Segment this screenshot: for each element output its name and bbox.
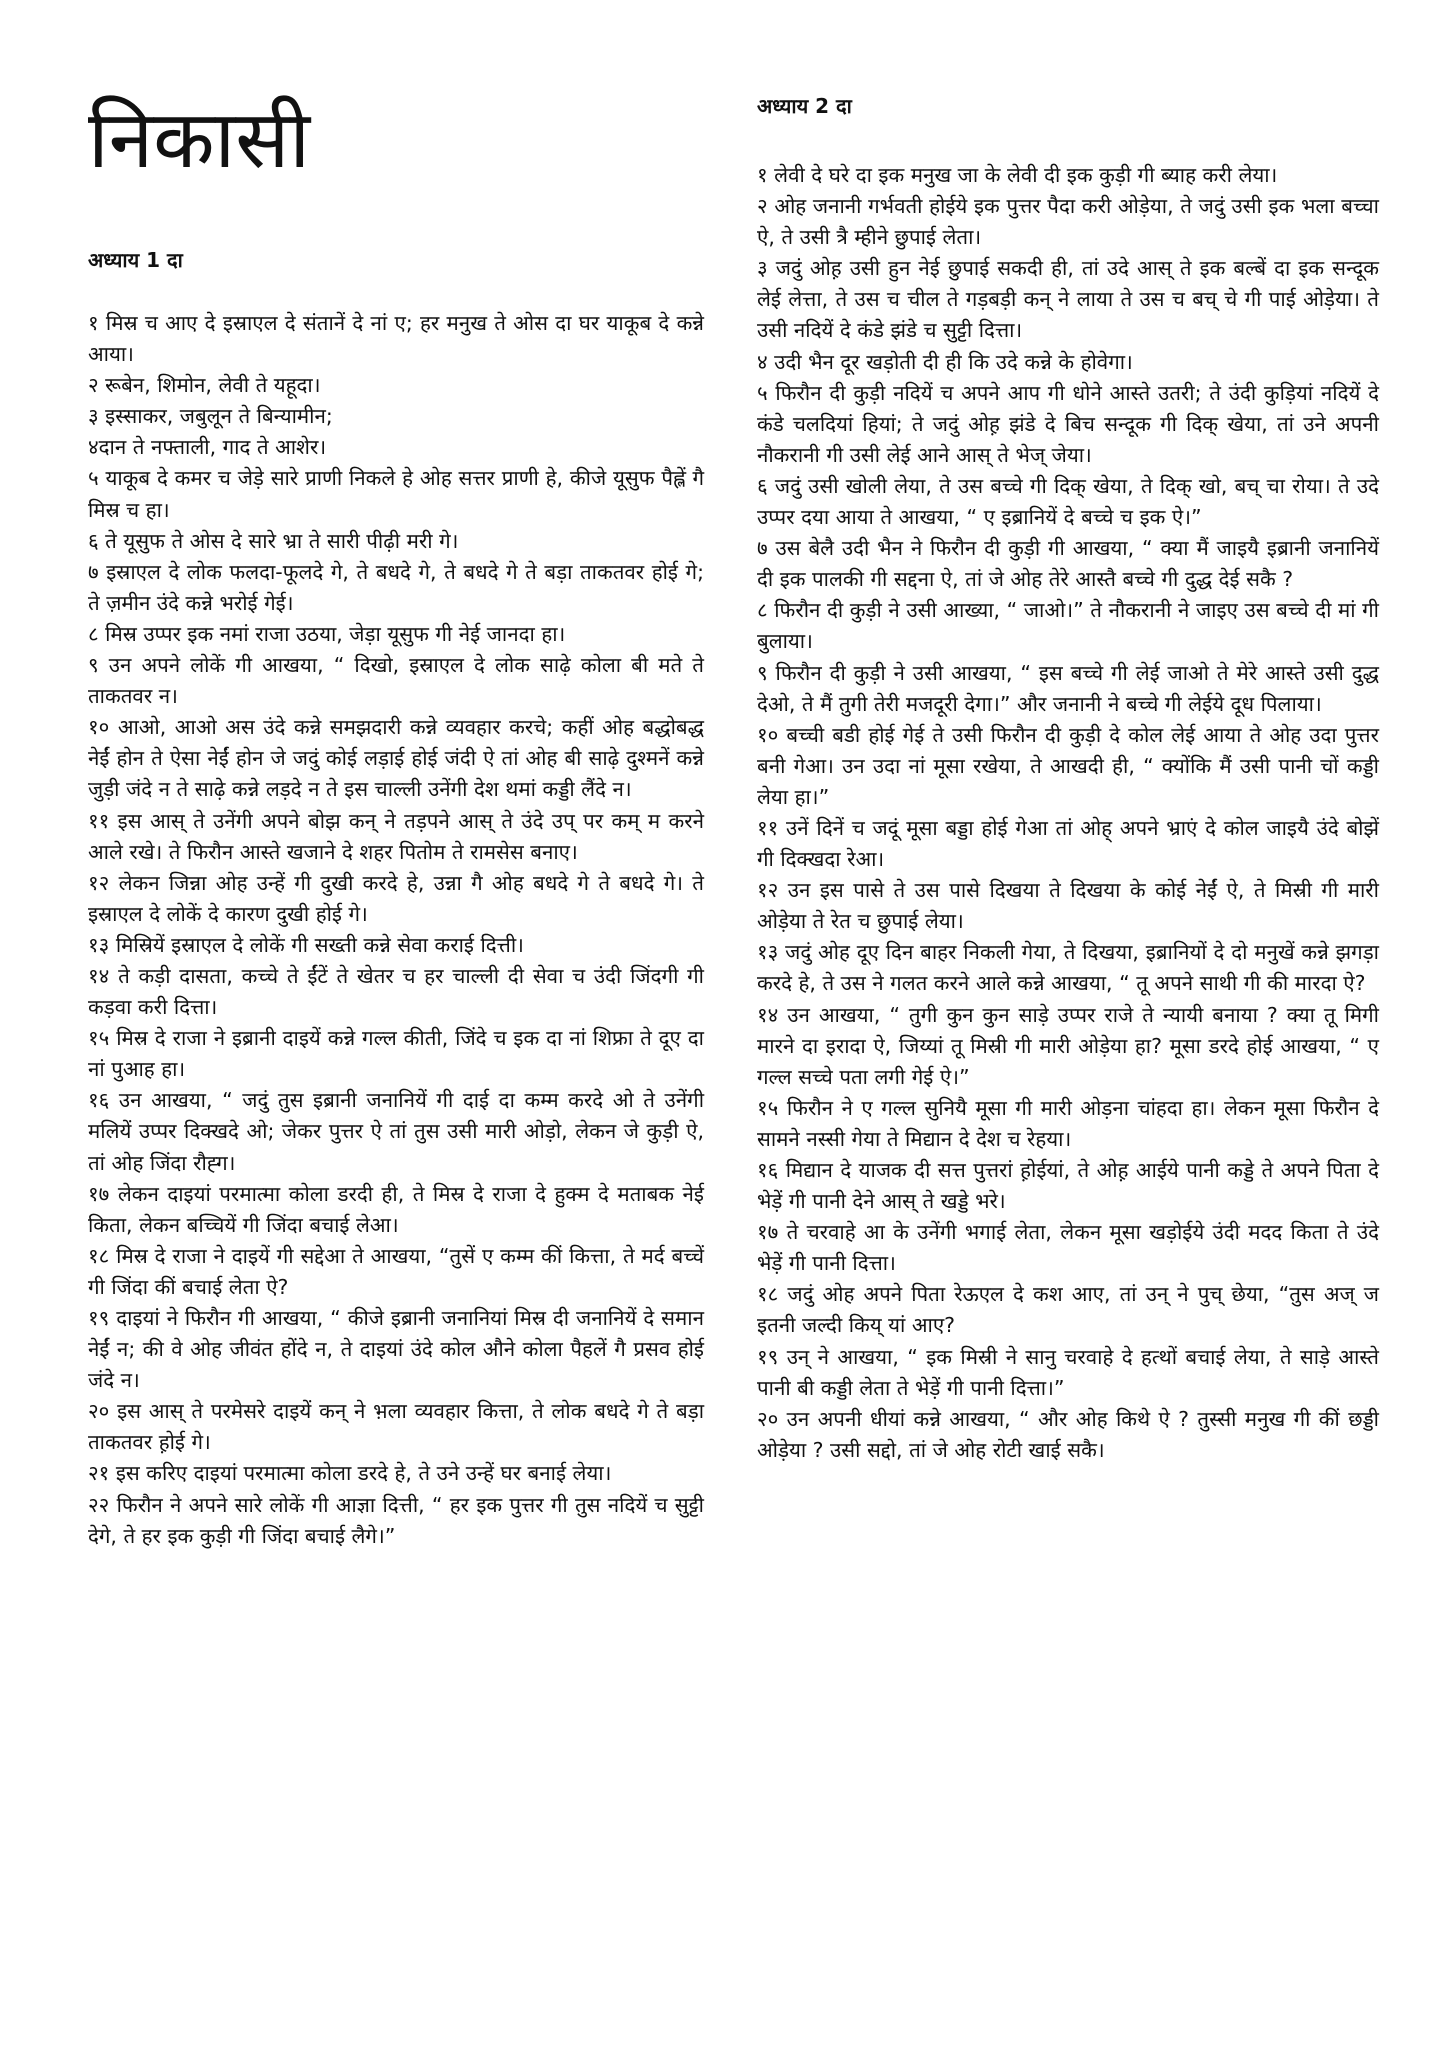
verse: ४दान ते नफ्ताली, गाद ते आशेर। <box>88 435 327 460</box>
verse: ११ उनें दिनें च जदूं मूसा बड्डा होई गेआ तां ओह् अपने भ्राएं दे कोल जाइयै उंदे बोझें गी दिक्खदा रेआ। <box>757 815 1379 872</box>
verse: १७ लेकन दाइयां परमात्मा कोला डरदी ही, ते मिस्र दे राजा दे हुक्म दे मताबक नेई किता, लेकन बच्चियें गी जिंदा बचाई लेआ। <box>88 1181 704 1237</box>
verse: ५ फिरौन दी कुड़ी नदियें च अपने आप गी धोने आस्ते उतरी; ते उंदी कुड़ियां नदियें दे कंडे चलदियां हियां; ते जदुं ओह़ झंडे दे बिच सन्दूक गी दिक् खेया, तां उने अपनी नौकरानी गी उसी लेई आने आस् ते भेज् जेया। <box>757 380 1379 467</box>
verse: ९ फिरौन दी कुड़ी ने उसी आखया, “ इस बच्चे गी लेई जाओ ते मेरे आस्ते उसी दुद्ध देओ, ते मैं तुगी तेरी मजदूरी देगा।” और जनानी ने बच्चे गी लेईये दूध पिलाया। <box>757 660 1379 716</box>
verse: १८ जदुं ओह अपने पिता रेऊएल दे कश आए, तां उन् ने पुच् छेया, “तुस अज् ज इतनी जल्दी किय् यां आए? <box>757 1282 1379 1338</box>
verse: २ रूबेन, शिमोन, लेवी ते यहूदा। <box>88 373 321 398</box>
verse: १७ ते चरवाहे आ के उनेंगी भगाई लेता, लेकन मूसा खड़ोईये उंदी मदद किता ते उंदे भेड़ें गी पानी दित्ता। <box>757 1220 1379 1276</box>
verse: ६ जदुं उसी खोली लेया, ते उस बच्चे गी दिक् खेया, ते दिक् खो, बच् चा रोया। ते उदे उप्पर दया आया ते आखया, “ ए इब्रानियें दे बच्चे च इक ऐ।” <box>757 473 1379 530</box>
verse: १६ मिद्यान दे याजक दी सत्त पुत्तरां ह़ोईयां, ते ओह़ आईये पानी कड्डे ते अपने पिता दे भेड़ें गी पानी देने आस् ते खड्डे भरे। <box>757 1158 1379 1214</box>
chapter-1-heading: अध्याय 1 दा <box>88 248 183 272</box>
verse: १५ मिस्र दे राजा ने इब्रानी दाइयें कन्ने गल्ल कीती, जिंदे च इक दा नां शिफ्रा ते दूए दा नां पुआह हा। <box>88 1026 704 1082</box>
verse: ८ मिस्र उप्पर इक नमां राजा उठया, जेड़ा यूसुफ गी नेई जानदा हा। <box>88 621 566 646</box>
verse: ८ फिरौन दी कुड़ी ने उसी आख्या, “ जाओ।” ते नौकरानी ने जाइए उस बच्चे दी मां गी बुलाया। <box>757 598 1379 654</box>
book-title: निकासी <box>88 93 311 186</box>
verse: २ ओह जनानी गर्भवती होईये इक पुत्तर पैदा करी ओड़ेया, ते जदुं उसी इक भला बच्चा ऐ, ते उसी त्रै म्हीने छुपाई लेता। <box>757 194 1379 250</box>
verse: ९ उन अपने लोकें गी आखया, “ दिखो, इस्राएल दे लोक साढ़े कोला बी मते ते ताकतवर न। <box>88 653 704 709</box>
verse: १९ उन् ने आखया, “ इक मिस्री ने सानु चरवाहे दे हत्थों बचाई लेया, ते साड़े आस्ते पानी बी कड्डी लेता ते भेड़ें गी पानी दित्ता।” <box>757 1344 1379 1400</box>
chapter-2-heading: अध्याय 2 दा <box>757 94 852 118</box>
verse: १३ मिस्रियें इस्राएल दे लोकें गी सख्ती कन्ने सेवा कराई दित्ती। <box>88 932 524 957</box>
chapter-2-verses <box>757 160 1379 1466</box>
verse: १४ उन आखया, “ तुगी कुन कुन साड़े उप्पर राजे ते न्यायी बनाया ? क्या तू मिगी मारने दा इरादा ऐ, जिय्यां तू मिस्री गी मारी ओड़ेया हा? मूसा डरदे होई आखया, “ ए गल्ल सच्चे पता लगी गेई ऐ।” <box>757 1002 1379 1089</box>
verse: ४ उदी भैन दूर खड़ोती दी ही कि उदे कन्ने के होवेगा। <box>757 349 1133 374</box>
verse: १० आओ, आओ अस उंदे कन्ने समझदारी कन्ने व्यवहार करचे; कहीं ओह बद्धोबद्ध नेईं होन ते ऐसा नेईं होन जे जदुं कोई लड़ाई होई जंदी ऐ तां ओह बी साढ़े दुश्मनें कन्ने जुड़ी जंदे न ते साढ़े कन्ने लड़दे न ते इस चाल्ली उनेंगी देश थमां कड्डी लैंदे न। <box>88 715 704 802</box>
verse: १५ फिरौन ने ए गल्ल सुनियै मूसा गी मारी ओड़ना चांहदा हा। लेकन मूसा फिरौन दे सामने नस्सी गेया ते मिद्यान दे देश च रेहया। <box>757 1095 1379 1151</box>
verse: ७ इस्राएल दे लोक फलदा-फूलदे गे, ते बधदे गे, ते बधदे गे ते बड़ा ताकतवर होई गे; ते ज़मीन उंदे कन्ने भरोई गेई। <box>88 559 704 615</box>
verse: १४ ते कड़ी दासता, कच्चे ते ईंटें ते खेतर च हर चाल्ली दी सेवा च उंदी जिंदगी गी कड़वा करी दित्ता। <box>88 963 704 1020</box>
verse: ७ उस बेलै उदी भैन ने फिरौन दी कुड़ी गी आखया, “ क्या मैं जाइयै इब्रानी जनानियें दी इक पालकी गी सद्दना ऐ, तां जे ओह तेरे आस्तै बच्चे गी दुद्ध देई सकै ? <box>757 536 1379 592</box>
verse: २० उन अपनी धीयां कन्ने आखया, “ और ओह किथे ऐ ? तुस्सी मनुख गी कीं छड्डी ओड़ेया ? उसी सद्दो, तां जे ओह रोटी खाई सकै। <box>757 1406 1379 1462</box>
verse: ११ इस आस् ते उनेंगी अपने बोझ कन् ने तड़पने आस् ते उंदे उप् पर कम् म करने आले रखे। ते फिरौन आस्ते खजाने दे शहर पितोम ते रामसेस बनाए। <box>88 808 704 864</box>
verse: ३ जदुं ओह़ उसी हुन नेई छुपाई सकदी ही, तां उदे आस् ते इक बल्बें दा इक सन्दूक लेई लेत्ता, ते उस च चील ते गड़बड़ी कन् ने लाया ते उस च बच् चे गी पाई ओड़ेया। ते उसी नदियें दे कंडे झंडे च सुट्टी दित्ता। <box>757 256 1379 343</box>
verse: १२ उन इस पासे ते उस पासे दिखया ते दिखया के कोई नेईं ऐ, ते मिस्री गी मारी ओड़ेया ते रेत च छुपाई लेया। <box>757 878 1379 934</box>
chapter-1-column <box>88 246 704 1552</box>
verse: १८ मिस्र दे राजा ने दाइयें गी सद्देआ ते आखया, “तुसें ए कम्म कीं कित्ता, ते मर्द बच्चें गी जिंदा कीं बचाई लेता ऐ? <box>88 1243 704 1299</box>
verse: १० बच्ची बडी होई गेई ते उसी फिरौन दी कुड़ी दे कोल लेई आया ते ओह उदा पुत्तर बनी गेआ। उन उदा नां मूसा रखेया, ते आखदी ही, “ क्योंकि मैं उसी पानी चों कड्डी लेया हा।” <box>757 722 1379 809</box>
chapter-2-column <box>757 92 1379 1466</box>
verse: २० इस आस् ते परमेसरे दाइयें कन् ने भ़ला व्यवहार कित्ता, ते लोक बधदे गे ते बड़ा ताकतवर ह़ोई गे। <box>88 1399 704 1455</box>
chapter-1-verses <box>88 308 704 1552</box>
verse: १ मिस्र च आए दे इस्राएल दे संतानें दे नां ए; हर मनुख ते ओस दा घर याकूब दे कन्ने आया। <box>88 311 704 367</box>
verse: २१ इस करिए दाइयां परमात्मा कोला डरदे हे, ते उने उन्हें घर बनाई लेया। <box>88 1461 612 1486</box>
verse: १९ दाइयां ने फिरौन गी आखया, “ कीजे इब्रानी जनानियां मिस्र दी जनानियें दे समान नेईं न; की वे ओह जीवंत होंदे न, ते दाइयां उंदे कोल औने कोला पैहलें गै प्रसव होई जंदे न। <box>88 1306 704 1393</box>
verse: ५ याकूब दे कमर च जेड़े सारे प्राणी निकले हे ओह सत्तर प्राणी हे, कीजे यूसुफ पैह्लें गै मिस्र च हा। <box>88 466 704 522</box>
verse: १ लेवी दे घरे दा इक मनुख जा के लेवी दी इक कुड़ी गी ब्याह करी लेया। <box>757 163 1278 187</box>
verse: २२ फिरौन ने अपने सारे लोकें गी आज्ञा दित्ती, “ हर इक पुत्तर गी तुस नदियें च सुट्टी देगे, ते हर इक कुड़ी गी जिंदा बचाई लैगे।” <box>88 1492 704 1548</box>
verse: ६ ते यूसुफ ते ओस दे सारे भ्रा ते सारी पीढ़ी मरी गे। <box>88 528 459 553</box>
verse: १६ उन आखया, “ जदुं तुस इब्रानी जनानियें गी दाई दा कम्म करदे ओ ते उनेंगी मलियें उप्पर दिक्खदे ओ; जेकर पुत्तर ऐ तां तुस उसी मारी ओड़ो, लेकन जे कुड़ी ऐ, तां ओह जिंदा रौह्ग। <box>88 1088 704 1175</box>
verse: १२ लेकन जिन्ना ओह उन्हें गी दुखी करदे हे, उन्ना गै ओह बधदे गे ते बधदे गे। ते इस्राएल दे लोकें दे कारण दुखी होई गे। <box>88 870 704 926</box>
verse: १३ जदुं ओह दूए दिन बाहर निकली गेया, ते दिखया, इब्रानियों दे दो मनुखें कन्ने झगड़ा करदे हे, ते उस ने गलत करने आले कन्ने आखया, “ तू अपने साथी गी की मारदा ऐ? <box>757 940 1379 996</box>
verse: ३ इस्साकर, जबुलून ते बिन्यामीन; <box>88 404 333 429</box>
